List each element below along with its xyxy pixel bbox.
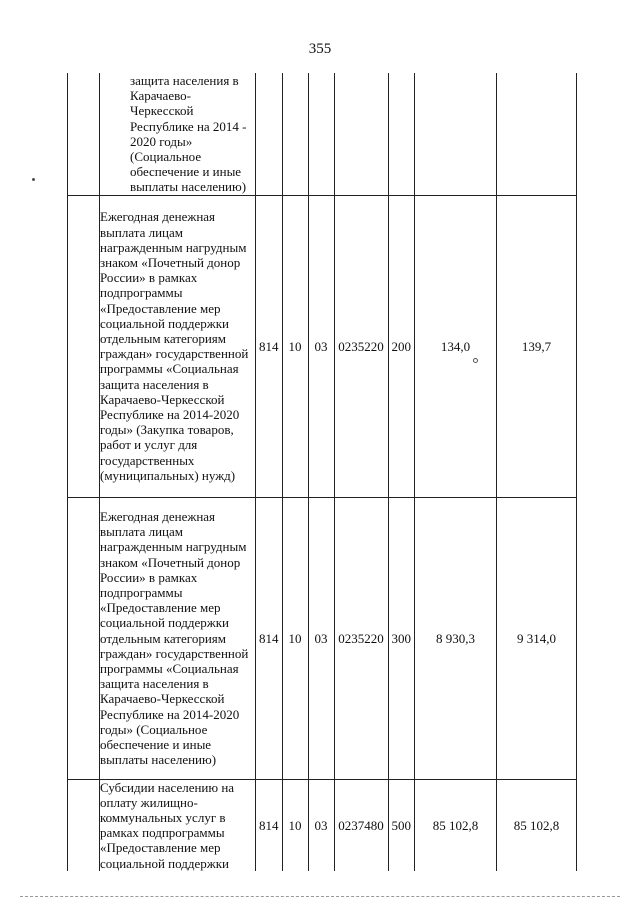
amount-2015-cell <box>415 73 497 195</box>
budget-table <box>67 73 577 871</box>
ministry-code-cell: 814 <box>256 497 283 779</box>
section-code-cell: 10 <box>282 195 308 497</box>
row-number-cell <box>68 497 100 779</box>
item-name-cell <box>100 195 256 497</box>
expense-type-cell: 200 <box>388 195 415 497</box>
amount-2016-cell: 139,7 <box>497 195 577 497</box>
subsection-code-cell: 03 <box>308 195 334 497</box>
ministry-code-cell: 814 <box>256 779 283 871</box>
target-article-cell: 0235220 <box>334 195 388 497</box>
target-article-cell: 0235220 <box>334 497 388 779</box>
item-name: Субсидии населению на оплату жилищно-коммунальных услуг в рамках подпрограммы «Предоставление мер социальной поддержки <box>100 779 235 871</box>
expense-type-cell: 500 <box>388 779 415 871</box>
subsection-code-cell <box>308 73 334 195</box>
item-name: защита населения в Карачаево-Черкесской Республике на 2014 - 2020 годы» (Социальное обеспечение и иные выплаты населению) <box>130 73 247 195</box>
amount-2015-cell: 85 102,8 <box>415 779 497 871</box>
table-row <box>68 497 577 779</box>
scan-dot-mark <box>32 178 35 181</box>
section-code-cell <box>282 73 308 195</box>
expense-type-cell: 300 <box>388 497 415 779</box>
item-name-cell <box>100 779 256 871</box>
table-row <box>68 195 577 497</box>
section-code-cell: 10 <box>282 497 308 779</box>
target-article-cell <box>334 73 388 195</box>
item-name: Ежегодная денежная выплата лицам награжденным нагрудным знаком «Почетный донор России» в рамках подпрограммы «Предоставление мер социальной поддержки отдельным категориям граждан» государственной программы «Социальная защита населения в Карачаево-Черкесской Республике на 2014-2020 годы» (Закупка товаров, работ и услуг для государственных (муниципальных) нужд) <box>100 209 249 483</box>
row-number-cell <box>68 779 100 871</box>
subsection-code-cell: 03 <box>308 497 334 779</box>
amount-2015-cell: 134,0 <box>415 195 497 497</box>
item-name-cell <box>100 73 256 195</box>
target-article-cell: 0237480 <box>334 779 388 871</box>
row-number-cell <box>68 73 100 195</box>
amount-2015-cell: 8 930,3 <box>415 497 497 779</box>
item-name: Ежегодная денежная выплата лицам награжденным нагрудным знаком «Почетный донор России» в рамках подпрограммы «Предоставление мер социальной поддержки отдельным категориям граждан» государственной программы «Социальная защита населения в Карачаево-Черкесской Республике на 2014-2020 годы» (Социальное обеспечение и иные выплаты населению) <box>100 508 249 768</box>
page-number: 355 <box>308 41 332 57</box>
amount-2016-cell: 9 314,0 <box>497 497 577 779</box>
section-code-cell: 10 <box>282 779 308 871</box>
ministry-code-cell: 814 <box>256 195 283 497</box>
table-row <box>68 73 577 195</box>
scan-dot-mark <box>473 358 478 363</box>
expense-type-cell <box>388 73 415 195</box>
item-name-cell <box>100 497 256 779</box>
scan-edge-line <box>20 896 620 897</box>
row-number-cell <box>68 195 100 497</box>
subsection-code-cell: 03 <box>308 779 334 871</box>
table-row <box>68 779 577 871</box>
amount-2016-cell: 85 102,8 <box>497 779 577 871</box>
ministry-code-cell <box>256 73 283 195</box>
amount-2016-cell <box>497 73 577 195</box>
